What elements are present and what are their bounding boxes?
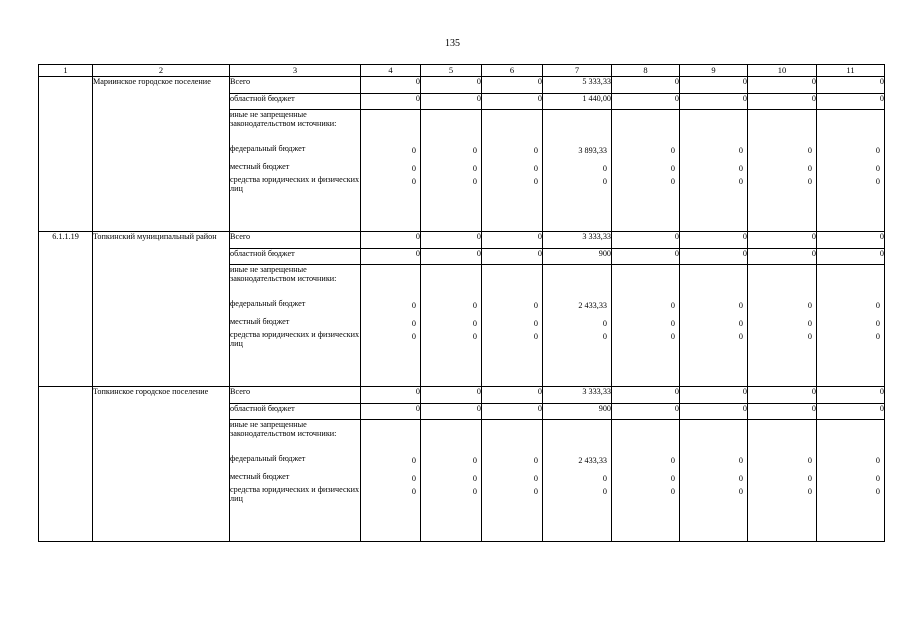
other-sources-values xyxy=(817,265,885,387)
value-cell: 3 333,33 xyxy=(543,232,612,249)
other-sources-values xyxy=(543,420,612,542)
value-federal: 0 xyxy=(472,146,477,155)
page-number: 135 xyxy=(445,38,460,49)
value-cell: 0 xyxy=(421,387,482,404)
column-header: 7 xyxy=(543,65,612,77)
value-legal: 0 xyxy=(411,487,416,496)
column-header: 6 xyxy=(482,65,543,77)
other-sources-values xyxy=(680,420,748,542)
row-label-regional: областной бюджет xyxy=(230,249,361,265)
value-local: 0 xyxy=(533,164,538,173)
value-federal: 0 xyxy=(875,456,880,465)
value-federal: 2 433,33 xyxy=(578,456,607,465)
value-local: 0 xyxy=(738,164,743,173)
value-federal: 0 xyxy=(670,456,675,465)
value-legal: 0 xyxy=(602,177,607,186)
value-federal: 0 xyxy=(738,146,743,155)
column-header: 3 xyxy=(230,65,361,77)
value-federal: 0 xyxy=(472,456,477,465)
value-federal: 0 xyxy=(875,146,880,155)
other-sources-values xyxy=(482,265,543,387)
value-cell: 0 xyxy=(421,94,482,110)
item-name: Топкинское городское поселение xyxy=(93,387,230,542)
other-sources-values xyxy=(482,420,543,542)
column-header: 2 xyxy=(93,65,230,77)
value-cell: 0 xyxy=(612,77,680,94)
value-local: 0 xyxy=(807,474,812,483)
row-label-total: Всего xyxy=(230,77,361,94)
value-legal: 0 xyxy=(602,487,607,496)
value-cell: 0 xyxy=(817,77,885,94)
value-cell: 3 333,33 xyxy=(543,387,612,404)
value-cell: 0 xyxy=(748,249,817,265)
column-header: 1 xyxy=(39,65,93,77)
other-sources-values xyxy=(748,110,817,232)
value-cell: 0 xyxy=(680,232,748,249)
column-header: 8 xyxy=(612,65,680,77)
value-cell: 900 xyxy=(543,404,612,420)
value-cell: 1 440,00 xyxy=(543,94,612,110)
value-cell: 0 xyxy=(748,232,817,249)
value-local: 0 xyxy=(602,319,607,328)
value-federal: 0 xyxy=(411,456,416,465)
value-federal: 0 xyxy=(411,146,416,155)
value-cell: 0 xyxy=(421,249,482,265)
value-local: 0 xyxy=(411,164,416,173)
value-cell: 0 xyxy=(421,232,482,249)
value-cell: 0 xyxy=(680,77,748,94)
value-federal: 0 xyxy=(738,301,743,310)
item-code xyxy=(39,387,93,542)
value-legal: 0 xyxy=(472,332,477,341)
value-cell: 0 xyxy=(817,94,885,110)
sources-heading: иные не запрещенные законодательством источники: xyxy=(230,420,337,439)
value-legal: 0 xyxy=(472,487,477,496)
value-cell: 0 xyxy=(680,94,748,110)
value-cell: 0 xyxy=(748,77,817,94)
other-sources-values xyxy=(748,265,817,387)
value-cell: 0 xyxy=(817,249,885,265)
value-cell: 0 xyxy=(680,387,748,404)
table-row-total xyxy=(39,232,885,249)
value-local: 0 xyxy=(807,319,812,328)
value-federal: 0 xyxy=(807,456,812,465)
value-local: 0 xyxy=(472,164,477,173)
value-cell: 0 xyxy=(421,77,482,94)
value-legal: 0 xyxy=(670,332,675,341)
value-local: 0 xyxy=(875,319,880,328)
value-cell: 0 xyxy=(361,77,421,94)
other-sources-values xyxy=(361,265,421,387)
value-cell: 0 xyxy=(612,249,680,265)
value-federal: 0 xyxy=(411,301,416,310)
value-local: 0 xyxy=(472,319,477,328)
value-federal: 0 xyxy=(533,146,538,155)
value-cell: 900 xyxy=(543,249,612,265)
value-local: 0 xyxy=(411,319,416,328)
value-federal: 0 xyxy=(807,146,812,155)
value-cell: 0 xyxy=(748,404,817,420)
value-local: 0 xyxy=(875,164,880,173)
other-sources-labels xyxy=(230,265,361,387)
row-label-regional: областной бюджет xyxy=(230,404,361,420)
value-local: 0 xyxy=(602,474,607,483)
value-cell: 0 xyxy=(817,404,885,420)
value-local: 0 xyxy=(670,319,675,328)
other-sources-values xyxy=(748,420,817,542)
row-label-local: местный бюджет xyxy=(230,317,290,326)
row-label-total: Всего xyxy=(230,387,361,404)
row-label-local: местный бюджет xyxy=(230,472,290,481)
value-cell: 0 xyxy=(612,404,680,420)
value-local: 0 xyxy=(738,319,743,328)
value-federal: 0 xyxy=(670,301,675,310)
other-sources-values xyxy=(612,265,680,387)
value-legal: 0 xyxy=(411,332,416,341)
value-cell: 0 xyxy=(612,387,680,404)
sources-heading: иные не запрещенные законодательством источники: xyxy=(230,110,337,129)
value-cell: 5 333,33 xyxy=(543,77,612,94)
row-label-federal: федеральный бюджет xyxy=(230,299,306,308)
value-cell: 0 xyxy=(612,232,680,249)
other-sources-values xyxy=(543,265,612,387)
value-federal: 0 xyxy=(738,456,743,465)
value-legal: 0 xyxy=(602,332,607,341)
value-legal: 0 xyxy=(738,332,743,341)
value-local: 0 xyxy=(533,474,538,483)
value-federal: 2 433,33 xyxy=(578,301,607,310)
value-legal: 0 xyxy=(533,332,538,341)
value-cell: 0 xyxy=(482,232,543,249)
other-sources-values xyxy=(482,110,543,232)
other-sources-values xyxy=(421,420,482,542)
value-legal: 0 xyxy=(533,177,538,186)
other-sources-values xyxy=(612,420,680,542)
value-cell: 0 xyxy=(361,94,421,110)
value-cell: 0 xyxy=(482,387,543,404)
value-federal: 0 xyxy=(670,146,675,155)
other-sources-values xyxy=(680,110,748,232)
item-name: Мариинское городское поселение xyxy=(93,77,230,232)
value-cell: 0 xyxy=(361,387,421,404)
value-local: 0 xyxy=(875,474,880,483)
other-sources-labels xyxy=(230,110,361,232)
other-sources-values xyxy=(817,110,885,232)
value-local: 0 xyxy=(670,164,675,173)
row-label-total: Всего xyxy=(230,232,361,249)
value-local: 0 xyxy=(411,474,416,483)
item-code: 6.1.1.19 xyxy=(39,232,93,387)
row-label-legal: средства юридических и физических лиц xyxy=(230,330,360,349)
value-federal: 3 893,33 xyxy=(578,146,607,155)
value-legal: 0 xyxy=(807,487,812,496)
value-local: 0 xyxy=(807,164,812,173)
value-federal: 0 xyxy=(807,301,812,310)
column-header: 5 xyxy=(421,65,482,77)
value-cell: 0 xyxy=(361,249,421,265)
value-legal: 0 xyxy=(670,487,675,496)
other-sources-values xyxy=(543,110,612,232)
table-row-total xyxy=(39,77,885,94)
item-name: Топкинский муниципальный район xyxy=(93,232,230,387)
column-header: 4 xyxy=(361,65,421,77)
column-header: 11 xyxy=(817,65,885,77)
value-cell: 0 xyxy=(482,249,543,265)
row-label-regional: областной бюджет xyxy=(230,94,361,110)
value-cell: 0 xyxy=(748,387,817,404)
value-federal: 0 xyxy=(533,301,538,310)
value-cell: 0 xyxy=(482,94,543,110)
other-sources-values xyxy=(817,420,885,542)
value-cell: 0 xyxy=(482,77,543,94)
other-sources-values xyxy=(612,110,680,232)
value-legal: 0 xyxy=(875,487,880,496)
value-legal: 0 xyxy=(807,177,812,186)
other-sources-labels xyxy=(230,420,361,542)
value-federal: 0 xyxy=(533,456,538,465)
value-local: 0 xyxy=(738,474,743,483)
other-sources-values xyxy=(421,110,482,232)
value-legal: 0 xyxy=(875,332,880,341)
value-cell: 0 xyxy=(361,404,421,420)
value-cell: 0 xyxy=(482,404,543,420)
column-header: 9 xyxy=(680,65,748,77)
value-federal: 0 xyxy=(875,301,880,310)
row-label-local: местный бюджет xyxy=(230,162,290,171)
value-legal: 0 xyxy=(875,177,880,186)
value-legal: 0 xyxy=(807,332,812,341)
funding-table xyxy=(38,64,885,542)
column-header: 10 xyxy=(748,65,817,77)
value-local: 0 xyxy=(670,474,675,483)
value-cell: 0 xyxy=(421,404,482,420)
value-legal: 0 xyxy=(533,487,538,496)
sources-heading: иные не запрещенные законодательством источники: xyxy=(230,265,337,284)
value-legal: 0 xyxy=(411,177,416,186)
value-cell: 0 xyxy=(612,94,680,110)
value-local: 0 xyxy=(602,164,607,173)
other-sources-values xyxy=(361,420,421,542)
value-cell: 0 xyxy=(680,404,748,420)
row-label-legal: средства юридических и физических лиц xyxy=(230,175,360,194)
value-cell: 0 xyxy=(748,94,817,110)
value-legal: 0 xyxy=(738,177,743,186)
column-number-row xyxy=(39,65,885,77)
other-sources-values xyxy=(421,265,482,387)
value-legal: 0 xyxy=(472,177,477,186)
row-label-legal: средства юридических и физических лиц xyxy=(230,485,360,504)
row-label-federal: федеральный бюджет xyxy=(230,454,306,463)
value-federal: 0 xyxy=(472,301,477,310)
value-cell: 0 xyxy=(817,232,885,249)
table-row-total xyxy=(39,387,885,404)
item-code xyxy=(39,77,93,232)
other-sources-values xyxy=(361,110,421,232)
other-sources-values xyxy=(680,265,748,387)
value-legal: 0 xyxy=(738,487,743,496)
value-cell: 0 xyxy=(361,232,421,249)
value-local: 0 xyxy=(533,319,538,328)
value-local: 0 xyxy=(472,474,477,483)
value-cell: 0 xyxy=(817,387,885,404)
row-label-federal: федеральный бюджет xyxy=(230,144,306,153)
value-cell: 0 xyxy=(680,249,748,265)
value-legal: 0 xyxy=(670,177,675,186)
